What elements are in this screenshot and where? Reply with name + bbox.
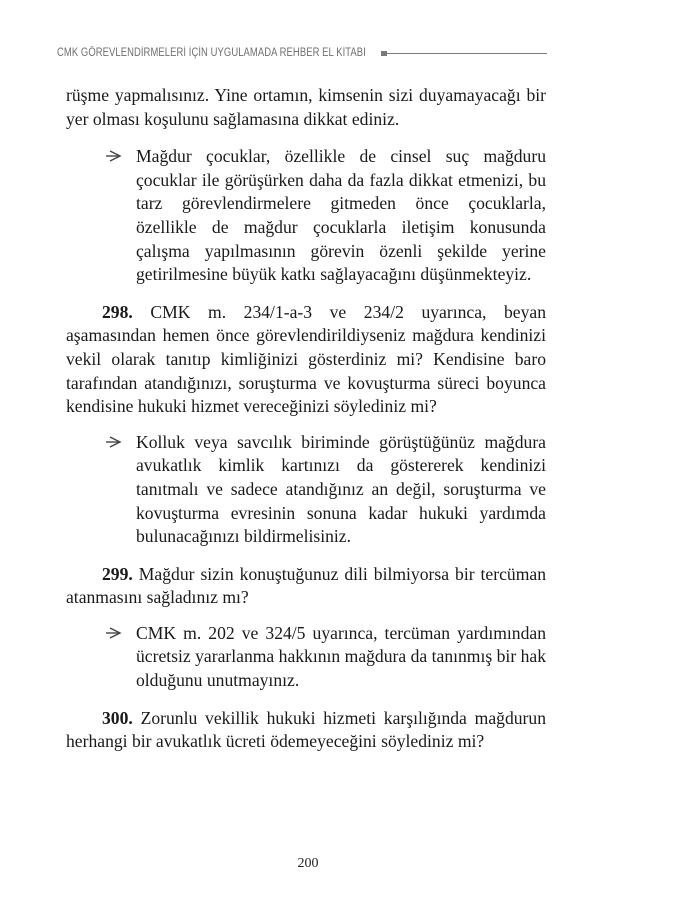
bullet-item (66, 622, 546, 693)
arrow-bullet-icon (106, 435, 122, 449)
question-number: 300. (102, 707, 133, 728)
bullet-item (66, 431, 546, 549)
question-text: CMK m. 234/1-a-3 ve 234/2 uyarınca, beyan aşamasından hemen önce görevlendirildiyseniz mağdura kendinizi vekil olarak tanıtıp kimliğinizi gösterdiniz mi? Kendisine baro tarafından atandığınızı, soruşturma ve kovuşturma süreci boyunca kendisine hukuki hizmet vereceğinizi söylediniz mi? (66, 301, 546, 417)
header-rule (387, 53, 547, 54)
running-header (57, 45, 547, 61)
question-299 (66, 563, 546, 610)
running-header-title: CMK GÖREVLENDİRMELERİ İÇİN UYGULAMADA REHBER EL KİTABI (57, 47, 366, 59)
bullet-item (66, 145, 546, 287)
question-298 (66, 301, 546, 419)
question-number: 298. (102, 301, 133, 322)
bullet-text: CMK m. 202 ve 324/5 uyarınca, tercüman yardımından ücretsiz yararlanma hakkının mağdura da tanınmış bir hak olduğunu unutmayınız. (136, 622, 546, 691)
bullet-text: Kolluk veya savcılık biriminde görüştüğünüz mağdura avukatlık kimlik kartınızı da göstererek kendinizi tanıtmalı ve sadece atandığınız an değil, soruşturma ve kovuşturma evresinin sonuna kadar hukuki yardımda bulunacağınızı bildirmelisiniz. (136, 431, 546, 547)
question-300 (66, 707, 546, 754)
arrow-bullet-icon (106, 149, 122, 163)
continued-paragraph: rüşme yapmalısınız. Yine ortamın, kimsenin sizi duyamayacağı bir yer olması koşulunu sağlamasına dikkat ediniz. (66, 85, 546, 129)
bullet-text: Mağdur çocuklar, özellikle de cinsel suç mağduru çocuklar ile görüşürken daha da fazla dikkat etmenizi, bu tarz görevlendirmelere gitmeden önce çocuklarla, özellikle de mağdur çocuklarla iletişim konusunda çalışma yapılmasının görevin özenli şekilde yerine getirilmesine büyük katkı sağlayacağını düşünmekteyiz. (136, 146, 546, 285)
question-number: 299. (102, 563, 133, 584)
page-body (66, 84, 546, 754)
question-text: Zorunlu vekillik hukuki hizmeti karşılığında mağdurun herhangi bir avukatlık ücreti ödemeyeceğini söylediniz mi? (66, 707, 546, 752)
arrow-bullet-icon (106, 626, 122, 640)
page-number: 200 (297, 856, 319, 871)
question-text: Mağdur sizin konuştuğunuz dili bilmiyorsa bir tercüman atanmasını sağladınız mı? (66, 563, 546, 608)
